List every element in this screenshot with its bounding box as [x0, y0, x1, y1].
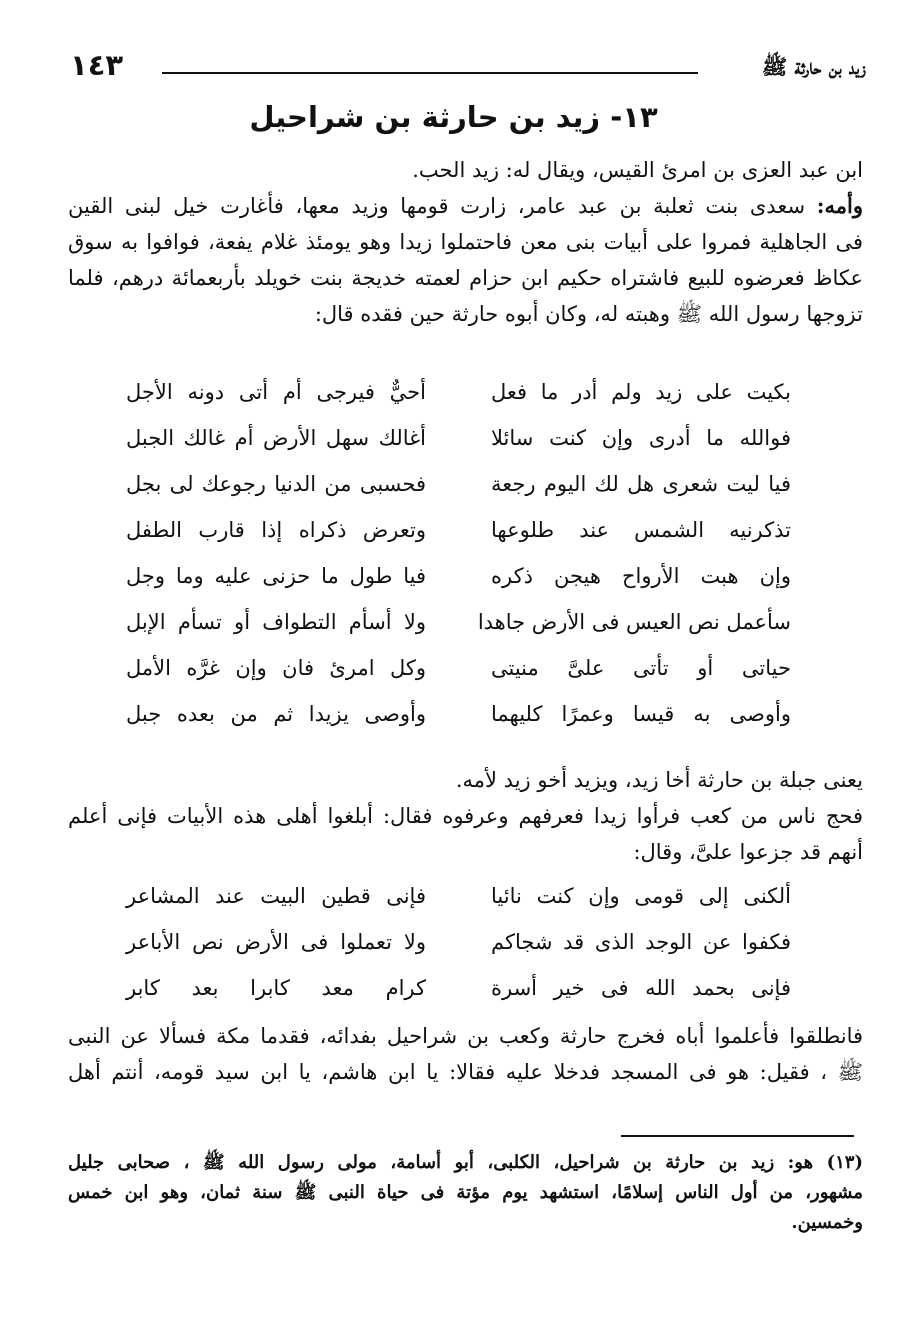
verse-row: [126, 564, 791, 610]
verse-second-hemistich: أحيٌّ فيرجى أم أتى دونه الأجل: [126, 380, 426, 404]
verse-first-hemistich: فإنى بحمد الله فى خير أسرة: [491, 976, 791, 1000]
verse-first-hemistich: ألكنى إلى قومى وإن كنت نائيا: [491, 884, 791, 908]
middle-line-2: فحج ناس من كعب فرأوا زيدا فعرفهم وعرفوه فقال: أبلغوا أهلى هذه الأبيات فإنى أعلم: [68, 804, 863, 828]
verse-second-hemistich: كرام معد كابرا بعد كابر: [126, 976, 426, 1000]
verse-row: [126, 472, 791, 518]
mother-lead: وأمه:: [816, 193, 863, 218]
intro-line-1: ابن عبد العزى بن امرئ القيس، ويقال له: زيد الحب.: [412, 158, 863, 182]
closing-line-2: ﷺ ، فقيل: هو فى المسجد فدخلا عليه فقالا: يا ابن هاشم، يا ابن سيد قومه، أنتم أهل: [68, 1060, 863, 1084]
verse-row: [126, 656, 791, 702]
verse-second-hemistich: فإنى قطين البيت عند المشاعر: [126, 884, 426, 908]
verse-row: [126, 930, 791, 976]
running-title: زيد بن حارثة ﷺ: [761, 54, 866, 79]
verse-first-hemistich: فيا ليت شعرى هل لك اليوم رجعة: [491, 472, 791, 496]
verse-row: [126, 610, 791, 656]
verse-second-hemistich: فيا طول ما حزنى عليه وما وجل: [126, 564, 426, 588]
verse-row: [126, 380, 791, 426]
verse-first-hemistich: وأوصى به قيسا وعمرًا كليهما: [491, 702, 791, 726]
chapter-title: ١٣- زيد بن حارثة بن شراحيل: [249, 100, 658, 134]
closing-line-1: فانطلقوا فأعلموا أباه فخرج حارثة وكعب بن شراحيل بفدائه، فقدما مكة فسألا عن النبى: [68, 1024, 863, 1048]
intro-line-3: فى الجاهلية فمروا على أبيات بنى معن فاحتملوا زيدا وهو يومئذ غلام يفعة، فوافوا به سوق: [68, 230, 863, 254]
footnote: [68, 1148, 863, 1238]
closing-paragraph: [68, 1018, 863, 1090]
intro-line-2-text: سعدى بنت ثعلبة بن عبد عامر، زارت قومها وزيد معها، فأغارت خيل لبنى القين: [68, 194, 817, 218]
verse-second-hemistich: أغالك سهل الأرض أم غالك الجبل: [126, 426, 426, 450]
verse-first-hemistich: فكفوا عن الوجد الذى قد شجاكم: [491, 930, 791, 954]
footnote-line-1: (١٣) هو: زيد بن حارثة بن شراحيل، الكلبى، أبو أسامة، مولى رسول الله ﷺ ، صحابى جليل: [68, 1152, 863, 1173]
verse-first-hemistich: وإن هبت الأرواح هيجن ذكره: [491, 564, 791, 588]
footnote-separator: [621, 1135, 854, 1137]
intro-paragraph: [68, 152, 863, 332]
verse-second-hemistich: وكل امرئ فان وإن غرَّه الأمل: [126, 656, 426, 680]
poem-2: [126, 884, 791, 1022]
verse-row: [126, 518, 791, 564]
verse-first-hemistich: بكيت على زيد ولم أدر ما فعل: [491, 380, 791, 404]
page-number: ١٤٣: [70, 48, 124, 82]
middle-paragraph: [68, 762, 863, 870]
verse-second-hemistich: وأوصى يزيدا ثم من بعده جبل: [126, 702, 426, 726]
footnote-line-3: وخمسين.: [791, 1212, 863, 1233]
footnote-line-2: مشهور، من أول الناس إسلامًا، استشهد يوم مؤتة فى حياة النبى ﷺ سنة ثمان، وهو ابن خمس: [68, 1182, 863, 1203]
verse-second-hemistich: فحسبى من الدنيا رجوعك لى بجل: [126, 472, 426, 496]
verse-row: [126, 426, 791, 472]
middle-line-3: أنهم قد جزعوا علىَّ، وقال:: [633, 840, 863, 864]
verse-row: [126, 702, 791, 748]
poem-1: [126, 380, 791, 748]
page-header: [70, 48, 866, 88]
verse-row: [126, 976, 791, 1022]
verse-first-hemistich: فوالله ما أدرى وإن كنت سائلا: [491, 426, 791, 450]
intro-line-2: [68, 188, 863, 224]
intro-line-5: تزوجها رسول الله ﷺ وهبته له، وكان أبوه حارثة حين فقده قال:: [314, 302, 863, 326]
verse-first-hemistich: حياتى أو تأتى علىَّ منيتى: [491, 656, 791, 680]
intro-line-4: عكاظ فعرضوه للبيع فاشتراه حكيم ابن حزام لعمته خديجة بنت خويلد بأربعمائة درهم، فلما: [68, 266, 863, 290]
verse-second-hemistich: ولا أسأم التطواف أو تسأم الإبل: [126, 610, 426, 634]
verse-first-hemistich: تذكرنيه الشمس عند طلوعها: [491, 518, 791, 542]
middle-line-1: يعنى جبلة بن حارثة أخا زيد، ويزيد أخو زيد لأمه.: [455, 768, 863, 792]
verse-row: [126, 884, 791, 930]
verse-second-hemistich: ولا تعملوا فى الأرض نص الأباعر: [126, 930, 426, 954]
header-rule: [162, 72, 698, 74]
verse-second-hemistich: وتعرض ذكراه إذا قارب الطفل: [126, 518, 426, 542]
verse-first-hemistich: سأعمل نص العيس فى الأرض جاهدا: [477, 610, 791, 634]
